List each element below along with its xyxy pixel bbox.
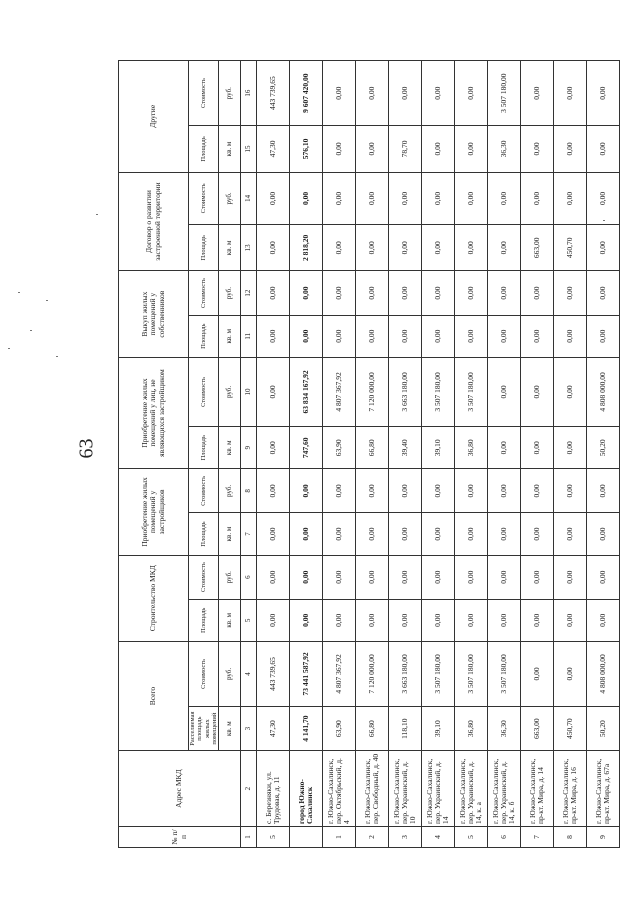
- header-acquisition-developers: Приобретение жилых помещений у застройщиков: [119, 469, 189, 555]
- area-cell: 118,10: [389, 707, 422, 751]
- area-cell: 0,00: [455, 315, 488, 357]
- area-cell: 0,00: [488, 315, 521, 357]
- cost-cell: 0,00: [323, 61, 356, 126]
- area-cell: 0,00: [290, 315, 323, 357]
- area-cell: 0,00: [521, 599, 554, 641]
- cost-cell: 0,00: [356, 469, 389, 513]
- column-number: 13: [241, 225, 257, 271]
- column-number: 8: [241, 469, 257, 513]
- subheader-row: [189, 61, 219, 848]
- area-cell: 50,20: [587, 707, 620, 751]
- cost-cell: 0,00: [488, 357, 521, 426]
- table-row: [554, 61, 587, 848]
- area-cell: 0,00: [389, 225, 422, 271]
- area-cell: 0,00: [257, 427, 290, 469]
- cost-cell: 3 663 180,00: [389, 357, 422, 426]
- cost-cell: 0,00: [257, 172, 290, 225]
- cost-cell: 0,00: [290, 172, 323, 225]
- cost-cell: 0,00: [488, 555, 521, 599]
- row-address: г. Южно-Сахалинск, пр-кт. Мира, д. 14: [521, 751, 554, 827]
- area-cell: 78,70: [389, 126, 422, 172]
- header-other: Другие: [119, 61, 189, 173]
- area-cell: 0,00: [455, 513, 488, 555]
- area-cell: 0,00: [356, 126, 389, 172]
- cost-cell: 0,00: [455, 172, 488, 225]
- cost-cell: 3 507 180,00: [455, 357, 488, 426]
- cost-cell: 0,00: [290, 271, 323, 315]
- cost-cell: 3 507 180,00: [422, 357, 455, 426]
- area-cell: 0,00: [587, 315, 620, 357]
- cost-cell: 0,00: [521, 61, 554, 126]
- row-number: 2: [356, 826, 389, 847]
- area-cell: 0,00: [323, 513, 356, 555]
- area-cell: 0,00: [257, 225, 290, 271]
- cost-cell: 7 120 000,00: [356, 641, 389, 706]
- cost-cell: 0,00: [389, 61, 422, 126]
- units-row: [219, 61, 241, 848]
- cost-cell: 0,00: [554, 641, 587, 706]
- subheader-total-area: Расселяемая площадь жилых помещений: [189, 707, 219, 751]
- column-number: 2: [241, 751, 257, 827]
- unit-sqm: кв. м: [219, 513, 241, 555]
- area-cell: 36,80: [455, 427, 488, 469]
- cost-cell: 4 807 367,92: [323, 357, 356, 426]
- unit-sqm: кв. м: [219, 315, 241, 357]
- unit-rub: руб.: [219, 61, 241, 126]
- area-cell: 0,00: [389, 513, 422, 555]
- area-cell: 2 818,20: [290, 225, 323, 271]
- area-cell: 0,00: [389, 599, 422, 641]
- area-cell: 576,10: [290, 126, 323, 172]
- cost-cell: 0,00: [356, 271, 389, 315]
- row-number: 3: [389, 826, 422, 847]
- area-cell: 0,00: [257, 599, 290, 641]
- area-cell: 0,00: [587, 225, 620, 271]
- cost-cell: 0,00: [455, 61, 488, 126]
- area-cell: 39,10: [422, 707, 455, 751]
- cost-cell: 0,00: [455, 469, 488, 513]
- area-cell: 36,30: [488, 126, 521, 172]
- subheader-area: Площадь: [189, 513, 219, 555]
- cost-cell: 63 834 167,92: [290, 357, 323, 426]
- area-cell: 36,30: [488, 707, 521, 751]
- cost-cell: 0,00: [488, 469, 521, 513]
- area-cell: 63,90: [323, 707, 356, 751]
- area-cell: 0,00: [554, 427, 587, 469]
- cost-cell: 0,00: [257, 271, 290, 315]
- cost-cell: 0,00: [356, 555, 389, 599]
- area-cell: 0,00: [455, 225, 488, 271]
- area-cell: 0,00: [422, 513, 455, 555]
- area-cell: 0,00: [356, 225, 389, 271]
- area-cell: 0,00: [488, 599, 521, 641]
- area-cell: 39,40: [389, 427, 422, 469]
- area-cell: 0,00: [290, 513, 323, 555]
- unit-sqm: кв. м: [219, 225, 241, 271]
- table-row: [290, 61, 323, 848]
- area-cell: 663,00: [521, 707, 554, 751]
- cost-cell: 0,00: [389, 469, 422, 513]
- area-cell: 0,00: [323, 599, 356, 641]
- area-cell: 0,00: [488, 225, 521, 271]
- row-number: [290, 826, 323, 847]
- cost-cell: 0,00: [521, 469, 554, 513]
- area-cell: 0,00: [521, 513, 554, 555]
- area-cell: 0,00: [257, 315, 290, 357]
- area-cell: 0,00: [587, 599, 620, 641]
- cost-cell: 0,00: [521, 555, 554, 599]
- row-address: с. Березняки, ул. Трудовая, д. 11: [257, 751, 290, 827]
- cost-cell: 0,00: [554, 61, 587, 126]
- cost-cell: 0,00: [356, 61, 389, 126]
- area-cell: 63,90: [323, 427, 356, 469]
- unit-sqm: кв. м: [219, 126, 241, 172]
- cost-cell: 0,00: [455, 271, 488, 315]
- area-cell: 66,80: [356, 707, 389, 751]
- unit-rub: руб.: [219, 641, 241, 706]
- unit-rub: руб.: [219, 271, 241, 315]
- area-cell: 4 141,70: [290, 707, 323, 751]
- row-number: 5: [257, 826, 290, 847]
- row-address: г. Южно-Сахалинск, пр-кт. Мира, д. 16: [554, 751, 587, 827]
- subheader-area: Площадь: [189, 126, 219, 172]
- row-number: 7: [521, 826, 554, 847]
- unit-rub: руб.: [219, 172, 241, 225]
- header-total: Всего: [119, 641, 189, 750]
- cost-cell: 0,00: [422, 172, 455, 225]
- row-address: город Южно-Сахалинск: [290, 751, 323, 827]
- row-address: г. Южно-Сахалинск, пер. Украинский, д. 10: [389, 751, 422, 827]
- page-number: 63: [75, 438, 98, 459]
- area-cell: 0,00: [488, 427, 521, 469]
- area-cell: 450,70: [554, 225, 587, 271]
- subheader-cost: Стоимость: [189, 469, 219, 513]
- cost-cell: 0,00: [521, 641, 554, 706]
- header-construction: Строительство МКД: [119, 555, 189, 641]
- cost-cell: 0,00: [554, 357, 587, 426]
- cost-cell: 443 739,65: [257, 641, 290, 706]
- subheader-area: Площадь: [189, 427, 219, 469]
- cost-cell: 0,00: [587, 469, 620, 513]
- row-number: 5: [455, 826, 488, 847]
- cost-cell: 0,00: [257, 357, 290, 426]
- column-number: 12: [241, 271, 257, 315]
- cost-cell: 0,00: [455, 555, 488, 599]
- header-address: Адрес МКД: [119, 751, 241, 827]
- area-cell: 0,00: [323, 126, 356, 172]
- cost-cell: 3 507 180,00: [488, 641, 521, 706]
- cost-cell: 0,00: [356, 172, 389, 225]
- row-number: 1: [323, 826, 356, 847]
- area-cell: 50,20: [587, 427, 620, 469]
- cost-cell: 4 808 000,00: [587, 357, 620, 426]
- area-cell: 0,00: [554, 513, 587, 555]
- cost-cell: 0,00: [290, 555, 323, 599]
- cost-cell: 0,00: [587, 271, 620, 315]
- unit-rub: руб.: [219, 357, 241, 426]
- unit-sqm: кв. м: [219, 599, 241, 641]
- cost-cell: 0,00: [422, 469, 455, 513]
- column-number: 4: [241, 641, 257, 706]
- unit-rub: руб.: [219, 555, 241, 599]
- header-no: № п/п: [119, 826, 241, 847]
- area-cell: 0,00: [587, 513, 620, 555]
- header-buyout: Выкуп жилых помещений у собственников: [119, 271, 189, 357]
- cost-cell: 0,00: [554, 555, 587, 599]
- cost-cell: 0,00: [587, 172, 620, 225]
- subheader-cost: Стоимость: [189, 641, 219, 706]
- area-cell: 450,70: [554, 707, 587, 751]
- cost-cell: 0,00: [521, 271, 554, 315]
- area-cell: 39,10: [422, 427, 455, 469]
- cost-cell: 0,00: [488, 271, 521, 315]
- column-number: 15: [241, 126, 257, 172]
- column-number: 1: [241, 826, 257, 847]
- cost-cell: 73 441 587,92: [290, 641, 323, 706]
- cost-cell: 4 808 000,00: [587, 641, 620, 706]
- cost-cell: 0,00: [323, 555, 356, 599]
- column-number: 14: [241, 172, 257, 225]
- row-number: 4: [422, 826, 455, 847]
- cost-cell: 9 607 420,00: [290, 61, 323, 126]
- cost-cell: 3 663 180,00: [389, 641, 422, 706]
- cost-cell: 0,00: [422, 271, 455, 315]
- row-address: г. Южно-Сахалинск, пер. Октябрьский, д. 4: [323, 751, 356, 827]
- unit-rub: руб.: [219, 469, 241, 513]
- area-cell: 0,00: [455, 126, 488, 172]
- area-cell: 0,00: [257, 513, 290, 555]
- column-number: 6: [241, 555, 257, 599]
- cost-cell: 0,00: [422, 555, 455, 599]
- cost-cell: 0,00: [521, 172, 554, 225]
- row-address: г. Южно-Сахалинск, пер. Украинский, д. 14: [422, 751, 455, 827]
- area-cell: 47,30: [257, 707, 290, 751]
- area-cell: 0,00: [587, 126, 620, 172]
- column-number-row: [241, 61, 257, 848]
- resettlement-table: [118, 60, 620, 848]
- row-number: 9: [587, 826, 620, 847]
- row-address: г. Южно-Сахалинск, пер. Свободный, д. 40: [356, 751, 389, 827]
- area-cell: 0,00: [554, 315, 587, 357]
- column-number: 3: [241, 707, 257, 751]
- area-cell: 0,00: [488, 513, 521, 555]
- subheader-cost: Стоимость: [189, 172, 219, 225]
- table-row: [356, 61, 389, 848]
- area-cell: 36,80: [455, 707, 488, 751]
- area-cell: 0,00: [356, 513, 389, 555]
- column-number: 5: [241, 599, 257, 641]
- column-number: 9: [241, 427, 257, 469]
- cost-cell: 0,00: [389, 172, 422, 225]
- cost-cell: 0,00: [389, 555, 422, 599]
- row-address: г. Южно-Сахалинск, пр-кт. Мира, д. 67а: [587, 751, 620, 827]
- row-number: 6: [488, 826, 521, 847]
- area-cell: 0,00: [422, 315, 455, 357]
- area-cell: 0,00: [521, 315, 554, 357]
- area-cell: 747,60: [290, 427, 323, 469]
- cost-cell: 0,00: [521, 357, 554, 426]
- cost-cell: 4 807 367,92: [323, 641, 356, 706]
- subheader-cost: Стоимость: [189, 61, 219, 126]
- area-cell: 0,00: [323, 315, 356, 357]
- subheader-area: Площадь: [189, 225, 219, 271]
- cost-cell: 0,00: [554, 469, 587, 513]
- area-cell: 0,00: [455, 599, 488, 641]
- unit-sqm: кв. м: [219, 427, 241, 469]
- row-address: г. Южно-Сахалинск, пер. Украинский, д. 14, к. б: [488, 751, 521, 827]
- cost-cell: 0,00: [323, 271, 356, 315]
- area-cell: 0,00: [521, 427, 554, 469]
- area-cell: 0,00: [290, 599, 323, 641]
- table-row: [389, 61, 422, 848]
- cost-cell: 0,00: [389, 271, 422, 315]
- cost-cell: 0,00: [587, 61, 620, 126]
- row-number: 8: [554, 826, 587, 847]
- area-cell: 0,00: [422, 599, 455, 641]
- cost-cell: 0,00: [290, 469, 323, 513]
- header-row: [119, 61, 189, 848]
- subheader-cost: Стоимость: [189, 357, 219, 426]
- area-cell: 0,00: [323, 225, 356, 271]
- cost-cell: 3 507 180,00: [488, 61, 521, 126]
- cost-cell: 0,00: [554, 271, 587, 315]
- table-row: [455, 61, 488, 848]
- area-cell: 0,00: [554, 126, 587, 172]
- cost-cell: 0,00: [422, 61, 455, 126]
- table-row: [488, 61, 521, 848]
- subheader-area: Площадь: [189, 315, 219, 357]
- table-row: [587, 61, 620, 848]
- column-number: 16: [241, 61, 257, 126]
- column-number: 10: [241, 357, 257, 426]
- area-cell: 0,00: [422, 126, 455, 172]
- cost-cell: 0,00: [323, 469, 356, 513]
- cost-cell: 0,00: [257, 469, 290, 513]
- area-cell: 0,00: [356, 315, 389, 357]
- cost-cell: 0,00: [257, 555, 290, 599]
- table-row: [323, 61, 356, 848]
- subheader-area: Площадь: [189, 599, 219, 641]
- cost-cell: 0,00: [488, 172, 521, 225]
- area-cell: 663,00: [521, 225, 554, 271]
- cost-cell: 3 507 180,00: [422, 641, 455, 706]
- unit-sqm: кв. м: [219, 707, 241, 751]
- area-cell: 0,00: [521, 126, 554, 172]
- table-row: [422, 61, 455, 848]
- subheader-cost: Стоимость: [189, 271, 219, 315]
- cost-cell: 0,00: [554, 172, 587, 225]
- area-cell: 0,00: [356, 599, 389, 641]
- cost-cell: 7 120 000,00: [356, 357, 389, 426]
- header-development-agreement: Договор о развитии застроенной территории: [119, 172, 189, 271]
- cost-cell: 0,00: [587, 555, 620, 599]
- header-acquisition-non-developers: Приобретение жилых помещений у лиц, не являющихся застройщиком: [119, 357, 189, 469]
- row-address: г. Южно-Сахалинск, пер. Украинский, д. 14, к. а: [455, 751, 488, 827]
- rotated-table-container: [118, 60, 618, 848]
- area-cell: 0,00: [389, 315, 422, 357]
- cost-cell: 0,00: [323, 172, 356, 225]
- table-row: [257, 61, 290, 848]
- subheader-cost: Стоимость: [189, 555, 219, 599]
- area-cell: 66,80: [356, 427, 389, 469]
- area-cell: 0,00: [422, 225, 455, 271]
- column-number: 11: [241, 315, 257, 357]
- column-number: 7: [241, 513, 257, 555]
- table-body: [119, 61, 620, 848]
- cost-cell: 443 739,65: [257, 61, 290, 126]
- cost-cell: 3 507 180,00: [455, 641, 488, 706]
- area-cell: 0,00: [554, 599, 587, 641]
- area-cell: 47,30: [257, 126, 290, 172]
- table-row: [521, 61, 554, 848]
